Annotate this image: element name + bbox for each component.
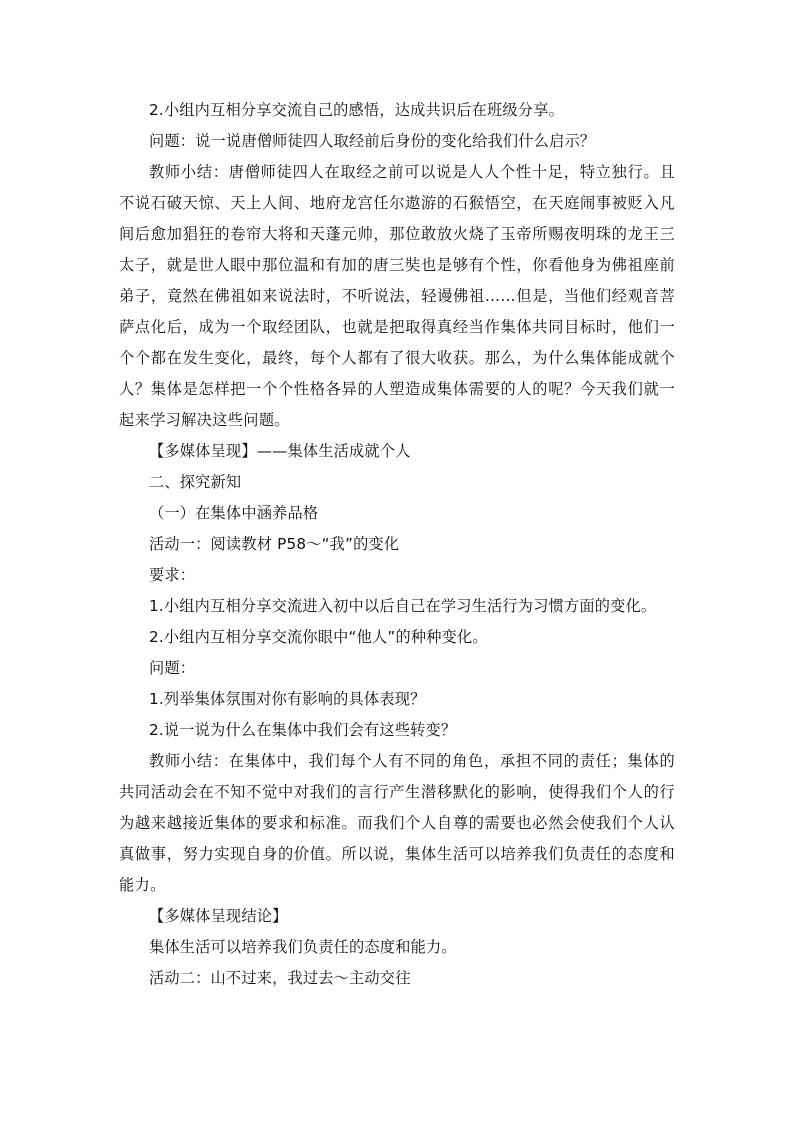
section-heading: 二、探究新知 — [149, 473, 242, 491]
question-item-2: 2.说一说为什么在集体中我们会有这些转变？ — [149, 721, 457, 739]
conclusion-text: 集体生活可以培养我们负责任的态度和能力。 — [149, 938, 457, 956]
question-line: 问题：说一说唐僧师徒四人取经前后身份的变化给我们什么启示？ — [149, 132, 596, 150]
requirement-item-2: 2.小组内互相分享交流你眼中“他人”的种种变化。 — [149, 628, 488, 646]
requirements-label: 要求： — [149, 566, 196, 584]
requirement-2-line: 2.小组内互相分享交流自己的感悟，达成共识后在班级分享。 — [149, 101, 564, 119]
multimedia-heading: 【多媒体呈现】——集体生活成就个人 — [149, 442, 411, 460]
teacher-summary-paragraph-2: 教师小结：在集体中，我们每个人有不同的角色，承担不同的责任；集体的共同活动会在不知不觉中对我们的言行产生潜移默化的影响，使得我们个人的行为越来越接近集体的要求和标准。而我们个人自尊的需要也必然会使我们个人认真做事，努力实现自身的价值。所以说，集体生活可以培养我们负责任的态度和能力。 — [119, 752, 675, 894]
teacher-summary-paragraph: 教师小结：唐僧师徒四人在取经之前可以说是人人个性十足，特立独行。且不说石破天惊、天上人间、地府龙宫任尔遨游的石猴悟空，在天庭闹事被贬入凡间后愈加猖狂的卷帘大将和天蓬元帅，那位敢放火烧了玉帝所赐夜明珠的龙王三太子，就是世人眼中那位温和有加的唐三奘也是够有个性，你看他身为佛祖座前弟子，竟然在佛祖如来说法时，不听说法，轻谩佛祖……但是，当他们经观音菩萨点化后，成为一个取经团队，也就是把取得真经当作集体共同目标时，他们一个个都在发生变化，最终，每个人都有了很大收获。那么，为什么集体能成就个人？集体是怎样把一个个性格各异的人塑造成集体需要的人的呢？今天我们就一起来学习解决这些问题。 — [119, 163, 675, 429]
document-body — [119, 95, 675, 994]
conclusion-heading: 【多媒体呈现结论】 — [149, 907, 288, 925]
activity-1-heading: 活动一：阅读教材 P58～“我”的变化 — [149, 535, 400, 553]
requirement-item-1: 1.小组内互相分享交流进入初中以后自己在学习生活行为习惯方面的变化。 — [149, 597, 657, 615]
question-item-1: 1.列举集体氛围对你有影响的具体表现？ — [149, 690, 426, 708]
activity-2-heading: 活动二：山不过来，我过去～主动交往 — [149, 969, 411, 987]
subsection-heading: （一）在集体中涵养品格 — [149, 504, 319, 522]
questions-label: 问题： — [149, 659, 196, 677]
